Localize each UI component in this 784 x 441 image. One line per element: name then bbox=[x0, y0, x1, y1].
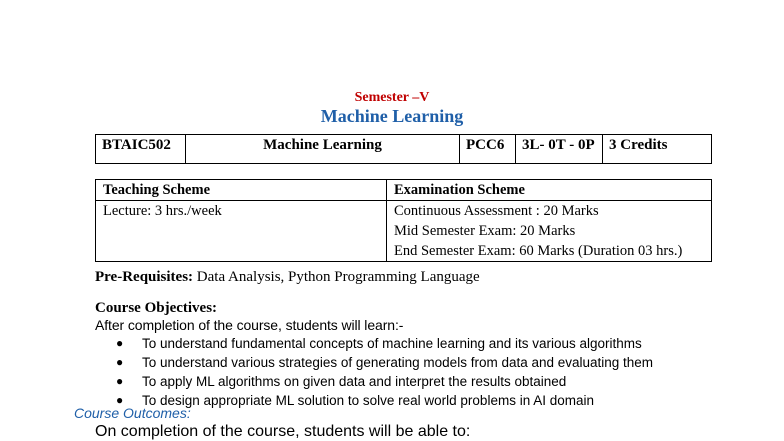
scheme-body-row bbox=[96, 201, 712, 262]
objective-text: To apply ML algorithms on given data and interpret the results obtained bbox=[142, 374, 567, 389]
objective-text: To design appropriate ML solution to solve real world problems in AI domain bbox=[142, 393, 594, 408]
course-info-table bbox=[95, 134, 712, 164]
scheme-header-row bbox=[96, 180, 712, 201]
objectives-heading: Course Objectives: bbox=[95, 300, 218, 316]
exam-mid-semester: Mid Semester Exam: 20 Marks bbox=[394, 223, 576, 239]
exam-details bbox=[387, 201, 712, 262]
list-item bbox=[116, 372, 653, 391]
bullet-icon: ● bbox=[116, 393, 124, 407]
teaching-scheme-header: Teaching Scheme bbox=[96, 180, 387, 201]
course-credits: 3 Credits bbox=[603, 135, 712, 164]
bullet-icon: ● bbox=[116, 336, 124, 350]
course-name: Machine Learning bbox=[186, 135, 460, 164]
course-title: Machine Learning bbox=[320, 106, 464, 126]
scheme-table bbox=[95, 179, 712, 262]
objective-text: To understand various strategies of generating models from data and evaluating them bbox=[142, 355, 654, 370]
course-ltp: 3L- 0T - 0P bbox=[516, 135, 603, 164]
lecture-hours: Lecture: 3 hrs./week bbox=[96, 201, 387, 262]
bullet-icon: ● bbox=[116, 355, 124, 369]
course-info-row bbox=[96, 135, 712, 164]
outcomes-heading: Course Outcomes: bbox=[74, 405, 191, 421]
exam-end-semester: End Semester Exam: 60 Marks (Duration 03 hrs.) bbox=[394, 243, 683, 259]
objective-text: To understand fundamental concepts of machine learning and its various algorithms bbox=[142, 336, 642, 351]
objectives-intro: After completion of the course, students will learn:- bbox=[95, 317, 404, 333]
bullet-icon: ● bbox=[116, 374, 124, 388]
course-category: PCC6 bbox=[460, 135, 516, 164]
prerequisites-text: Data Analysis, Python Programming Language bbox=[193, 269, 480, 285]
course-code: BTAIC502 bbox=[96, 135, 186, 164]
prerequisites-label: Pre-Requisites: bbox=[95, 269, 194, 285]
objectives-list bbox=[116, 334, 653, 410]
list-item bbox=[116, 353, 653, 372]
prerequisites bbox=[95, 269, 480, 286]
list-item bbox=[116, 334, 653, 353]
exam-continuous: Continuous Assessment : 20 Marks bbox=[394, 203, 599, 219]
outcomes-intro: On completion of the course, students will be able to: bbox=[95, 423, 471, 440]
list-item bbox=[116, 391, 653, 410]
semester-heading: Semester –V bbox=[354, 90, 430, 105]
examination-scheme-header: Examination Scheme bbox=[387, 180, 712, 201]
